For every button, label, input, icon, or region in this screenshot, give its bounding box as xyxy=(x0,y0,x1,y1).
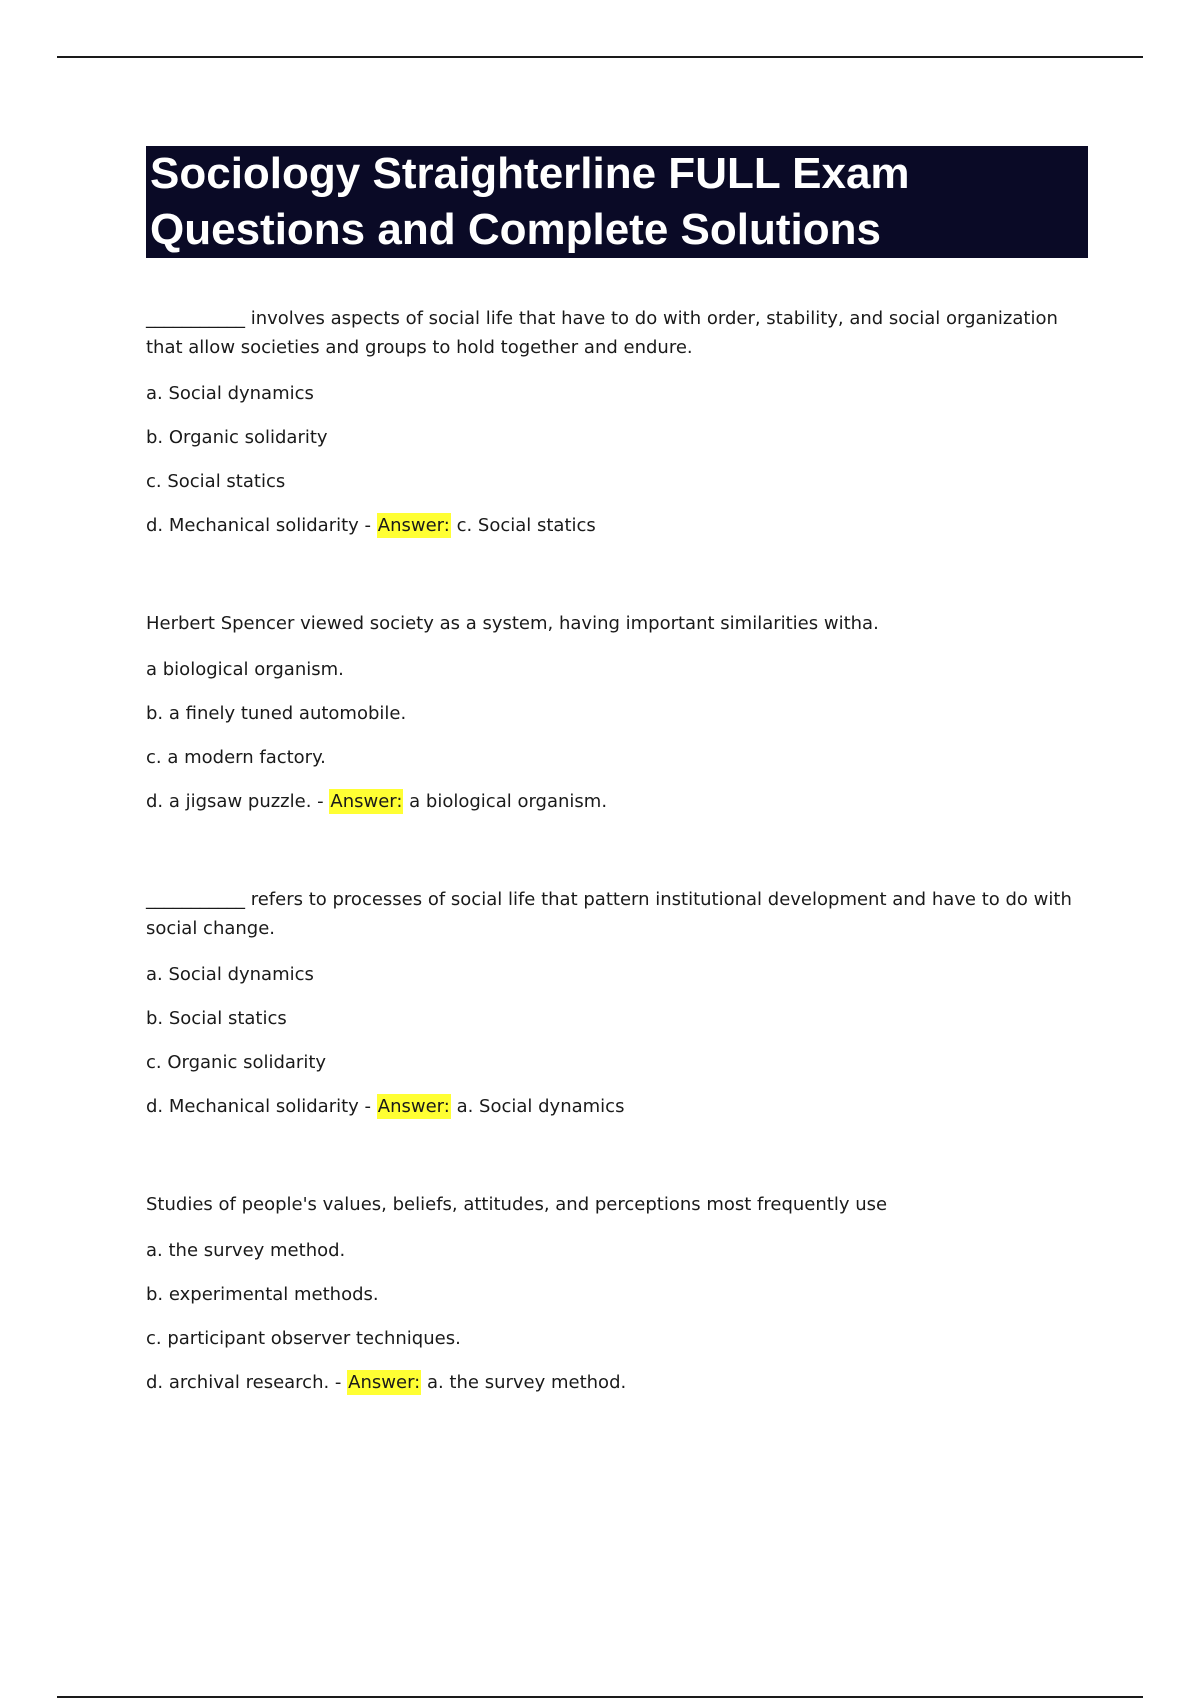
option-d-with-answer xyxy=(146,790,1088,814)
option-c: c. Social statics xyxy=(146,471,286,492)
question-text: ___________ refers to processes of social life that pattern institutional development and have to do with social change. xyxy=(146,889,1072,939)
question-1 xyxy=(146,304,1088,538)
option-b: b. experimental methods. xyxy=(146,1284,379,1305)
answer-text: a. Social dynamics xyxy=(456,1096,625,1117)
answer-text: a. the survey method. xyxy=(426,1372,627,1393)
question-2 xyxy=(146,609,1088,814)
question-4 xyxy=(146,1190,1088,1395)
option-c: c. a modern factory. xyxy=(146,747,326,768)
option-a: a biological organism. xyxy=(146,659,344,680)
option-a: a. Social dynamics xyxy=(146,964,314,985)
option-b: b. Social statics xyxy=(146,1008,287,1029)
option-d: d. Mechanical solidarity - xyxy=(146,515,372,536)
option-d: d. Mechanical solidarity - xyxy=(146,1096,372,1117)
option-d-with-answer xyxy=(146,514,1088,538)
option-c: c. participant observer techniques. xyxy=(146,1328,461,1349)
answer-label: Answer: xyxy=(377,1096,450,1117)
answer-label: Answer: xyxy=(330,791,403,812)
option-a: a. Social dynamics xyxy=(146,383,314,404)
document-body xyxy=(146,146,1088,1395)
answer-text: a biological organism. xyxy=(409,791,608,812)
question-text: Herbert Spencer viewed society as a system, having important similarities witha. xyxy=(146,613,879,634)
option-a: a. the survey method. xyxy=(146,1240,346,1261)
document-title xyxy=(146,146,1088,258)
option-d-with-answer xyxy=(146,1095,1088,1119)
question-3 xyxy=(146,885,1088,1119)
answer-label: Answer: xyxy=(348,1372,421,1393)
option-d: d. a jigsaw puzzle. - xyxy=(146,791,324,812)
header-rule xyxy=(57,56,1143,58)
footer-rule xyxy=(57,1696,1143,1698)
question-text: Studies of people's values, beliefs, attitudes, and perceptions most frequently use xyxy=(146,1194,888,1215)
title-line-2: Questions and Complete Solutions xyxy=(150,205,881,254)
option-b: b. a finely tuned automobile. xyxy=(146,703,407,724)
option-d-with-answer xyxy=(146,1371,1088,1395)
option-d: d. archival research. - xyxy=(146,1372,342,1393)
option-b: b. Organic solidarity xyxy=(146,427,328,448)
answer-label: Answer: xyxy=(377,515,450,536)
title-line-1: Sociology Straighterline FULL Exam xyxy=(150,149,910,198)
question-text: ___________ involves aspects of social life that have to do with order, stability, and social organization that allow societies and groups to hold together and endure. xyxy=(146,308,1058,358)
answer-text: c. Social statics xyxy=(456,515,596,536)
option-c: c. Organic solidarity xyxy=(146,1052,327,1073)
